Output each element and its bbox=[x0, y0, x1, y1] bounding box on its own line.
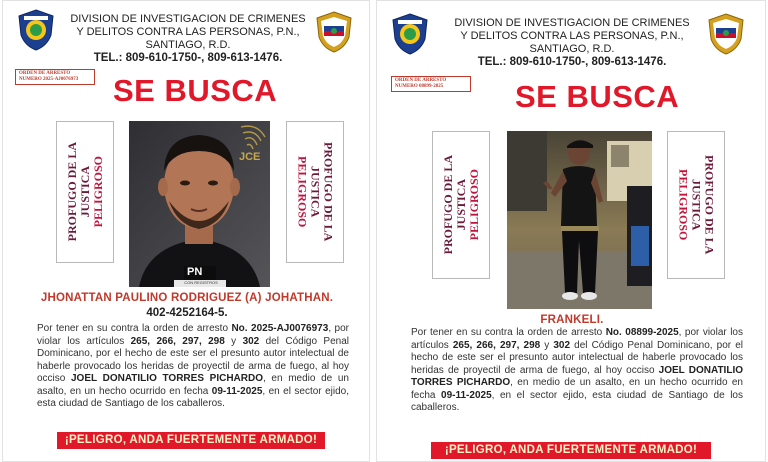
agency-line-3: SANTIAGO, R.D. bbox=[145, 39, 231, 51]
body-text-4: del Código Penal Dominicano, por el hecho de este ser el presunto autor intelectual de haberle provocado los heridas de proyectil de arma de fuego, al hoy occiso bbox=[37, 335, 349, 384]
warrant-stamp-line-2: NUMERO 08899-2025 bbox=[395, 84, 444, 89]
registros-tag: CON REGISTROS bbox=[184, 280, 218, 285]
penal-article-302: 302 bbox=[242, 335, 260, 347]
victim-name: JOEL DONATILIO TORRES PICHARDO bbox=[71, 373, 263, 384]
jce-logo: JCE bbox=[239, 151, 261, 163]
se-busca-title: SE BUSCA bbox=[515, 79, 680, 114]
body-text-1: Por tener en su contra la orden de arresto bbox=[37, 323, 232, 334]
penal-articles: 265, 266, 297, 298 bbox=[452, 339, 541, 351]
warrant-stamp-line-1: ORDEN DE ARRESTO bbox=[19, 71, 71, 76]
penal-articles: 265, 266, 297, 298 bbox=[130, 335, 225, 347]
body-text-6: , en el sector ejido, esta ciudad de Santiago de los caballeros. bbox=[411, 389, 743, 413]
side-left-line-1: PROFUGO DE LA bbox=[64, 142, 79, 242]
body-text-1: Por tener en su contra la orden de arresto bbox=[411, 327, 606, 338]
body-text-2: , por violar los artículos bbox=[37, 323, 349, 347]
body-text-4: del Código Penal Dominicano, por el hecho de este ser el presunto autor intelectual de haberle provocado los heridas de proyectil de arma de fuego, al hoy occiso bbox=[411, 339, 743, 376]
side-right-line-1: PROFUGO DE LA bbox=[702, 155, 717, 255]
suspect-cedula: 402-4252164-5. bbox=[146, 307, 228, 319]
body-text-3: y bbox=[540, 339, 554, 351]
body-text-3: y bbox=[224, 335, 243, 347]
penal-article-302: 302 bbox=[553, 339, 571, 351]
side-label-right bbox=[286, 121, 344, 263]
dicrim-shield-icon bbox=[707, 13, 745, 55]
pn-tag: PN bbox=[187, 266, 203, 278]
agency-phone: TEL.: 809-610-1750-, 809-613-1476. bbox=[477, 56, 667, 68]
side-left-line-2: JUSTICA bbox=[77, 166, 92, 218]
side-left-line-1: PROFUGO DE LA bbox=[440, 155, 455, 255]
side-label-left bbox=[432, 131, 490, 279]
suspect-photo bbox=[507, 131, 652, 309]
wanted-poster-left bbox=[2, 0, 370, 462]
warrant-stamp-line-1: ORDEN DE ARRESTO bbox=[395, 78, 447, 83]
suspect-fullbody-photo bbox=[507, 131, 652, 309]
agency-header bbox=[437, 17, 707, 69]
incident-date: 09-11-2025 bbox=[441, 389, 492, 401]
suspect-photo bbox=[129, 121, 270, 287]
suspect-portrait bbox=[129, 121, 270, 287]
warrant-stamp bbox=[391, 76, 471, 92]
side-label-right bbox=[667, 131, 725, 279]
side-left-line-3: PELIGROSO bbox=[466, 169, 481, 241]
side-right-line-3: PELIGROSO bbox=[295, 156, 310, 228]
warrant-number: No. 08899-2025 bbox=[605, 327, 679, 338]
warrant-number: No. 2025-AJ0076973 bbox=[231, 323, 329, 334]
side-right-line-3: PELIGROSO bbox=[676, 169, 691, 241]
body-text-6: , en el sector ejido, esta ciudad de Santiago de los caballeros. bbox=[37, 385, 349, 409]
suspect-name: JHONATTAN PAULINO RODRIGUEZ (A) JOHATHAN. bbox=[40, 292, 334, 304]
police-nacional-badge-icon bbox=[17, 9, 55, 51]
wanted-poster-right bbox=[376, 0, 766, 462]
side-left-line-3: PELIGROSO bbox=[90, 156, 105, 228]
danger-alert-banner: ¡PELIGRO, ANDA FUERTEMENTE ARMADO! bbox=[431, 442, 711, 459]
agency-line-1: DIVISION DE INVESTIGACION DE CRIMENES bbox=[454, 17, 690, 29]
side-right-line-2: JUSTICA bbox=[689, 179, 704, 231]
incident-date: 09-11-2025 bbox=[211, 385, 263, 397]
agency-line-2: Y DELITOS CONTRA LAS PERSONAS, P.N., bbox=[460, 30, 684, 42]
body-text-5: , en medio de un asalto, en un hecho ocurrido en fecha bbox=[411, 377, 743, 401]
body-text-2: , por violar los artículos bbox=[411, 327, 743, 351]
se-busca-title: SE BUSCA bbox=[113, 73, 278, 108]
side-right-line-2: JUSTICA bbox=[308, 166, 323, 218]
agency-line-3: SANTIAGO, R.D. bbox=[529, 43, 615, 55]
dicrim-shield-icon bbox=[315, 11, 353, 53]
police-nacional-badge-icon bbox=[391, 13, 429, 55]
side-right-line-1: PROFUGO DE LA bbox=[321, 142, 336, 242]
victim-name: JOEL DONATILIO TORRES PICHARDO bbox=[411, 364, 744, 388]
agency-line-1: DIVISION DE INVESTIGACION DE CRIMENES bbox=[70, 13, 306, 25]
warrant-stamp bbox=[15, 69, 95, 85]
suspect-name: FRANKELI. bbox=[540, 314, 604, 326]
case-description bbox=[37, 323, 349, 411]
body-text-5: , en medio de un asalto, en un hecho ocurrido en fecha bbox=[37, 373, 349, 397]
warrant-stamp-line-2: NUMERO 2025-AJ0076973 bbox=[19, 77, 79, 82]
danger-alert-banner: ¡PELIGRO, ANDA FUERTEMENTE ARMADO! bbox=[57, 432, 325, 449]
side-left-line-2: JUSTICA bbox=[453, 179, 468, 231]
agency-line-2: Y DELITOS CONTRA LAS PERSONAS, P.N., bbox=[76, 26, 300, 38]
agency-phone: TEL.: 809-610-1750-, 809-613-1476. bbox=[93, 52, 283, 64]
side-label-left bbox=[56, 121, 114, 263]
case-description bbox=[411, 327, 743, 415]
agency-header bbox=[63, 13, 313, 65]
